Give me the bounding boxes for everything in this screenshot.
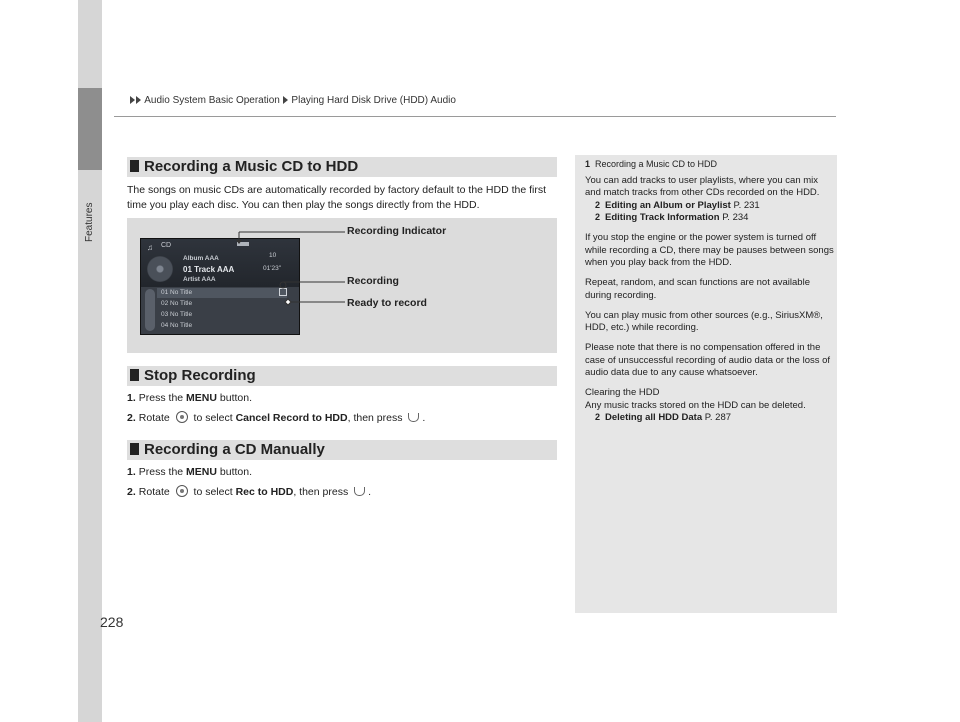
side-notes: 1 Recording a Music CD to HDD You can add tracks to user playlists, where you can mix and match tracks from other CDs recorded on the HDD. 2 Editing an Album or Playlist P. 231 2 Editing Track Information P. 234 If you stop the engine or the power system is turned off while recording a CD, there may be pauses between songs when you play back from the HDD. Repeat, random, and scan functions are not available during recording. You can play music from other sources (e.g., SiriusXM®, HDD, etc.) while recording. Please note that there is no compensation offered in the case of unsuccessful recording of audio data or the loss of audio data due to any cause whatsoever. Clearing the HDD Any music tracks stored on the HDD can be deleted. 2 Deleting all HDD Data P. 287 — [585, 159, 834, 423]
breadcrumb-part[interactable]: Playing Hard Disk Drive (HDD) Audio — [291, 95, 456, 106]
side-notes-heading: 1 Recording a Music CD to HDD — [585, 159, 718, 169]
section-marker-icon — [130, 369, 139, 381]
sidebar-label: Features — [84, 202, 95, 242]
section-marker-icon — [130, 443, 139, 455]
manual-step-1: 1. Press the MENU button. — [127, 466, 253, 478]
callout-ready: Ready to record — [347, 297, 427, 309]
section-heading-stop: Stop Recording — [127, 366, 557, 386]
press-knob-icon — [408, 413, 419, 422]
stop-step-2: 2. Rotate to select Cancel Record to HDD, then press . — [127, 412, 426, 424]
callout-recording-indicator: Recording Indicator — [347, 225, 447, 237]
breadcrumb-arrow-icon — [130, 96, 135, 104]
breadcrumb-arrow-icon — [136, 96, 141, 104]
reference-arrow-icon: 2 — [595, 212, 601, 222]
intro-text: The songs on music CDs are automatically recorded by factory default to the HDD the first time you play each disc. You can then play the songs directly from the HDD. — [127, 184, 547, 211]
reference-link[interactable]: 2 Editing Track Information P. 234 — [595, 212, 749, 223]
reference-arrow-icon: 2 — [595, 199, 601, 210]
note-icon: 1 — [585, 159, 591, 169]
reference-link[interactable]: 2 Editing an Album or Playlist P. 231 — [595, 199, 760, 211]
reference-arrow-icon: 2 — [595, 412, 601, 422]
breadcrumb-part[interactable]: Audio System Basic Operation — [144, 95, 280, 106]
stop-step-1: 1. Press the MENU button. — [127, 392, 253, 404]
selector-knob-icon — [176, 485, 188, 497]
sidebar-block — [78, 88, 102, 170]
callout-recording: Recording — [347, 275, 399, 287]
breadcrumb — [130, 95, 456, 106]
reference-link[interactable]: 2 Deleting all HDD Data P. 287 — [595, 412, 732, 423]
section-heading-manual: Recording a CD Manually — [127, 440, 557, 460]
header-rule — [114, 116, 836, 117]
callout-lines — [230, 224, 350, 309]
press-knob-icon — [354, 487, 365, 496]
selector-knob-icon — [176, 411, 188, 423]
music-note-icon: ♫ — [147, 243, 153, 252]
audio-screen-image: ♫ CD Album AAA 01 Track AAA Artist AAA 10 01'23" 01 No Title 02 No Title 03 No Title 04 No Title — [140, 238, 300, 335]
manual-step-2: 2. Rotate to select Rec to HDD, then press . — [127, 486, 372, 498]
section-marker-icon — [130, 160, 139, 172]
section-heading-recording: Recording a Music CD to HDD — [127, 157, 557, 177]
disc-icon — [147, 256, 173, 282]
breadcrumb-arrow-icon — [283, 96, 288, 104]
page-number: 228 — [100, 614, 124, 630]
